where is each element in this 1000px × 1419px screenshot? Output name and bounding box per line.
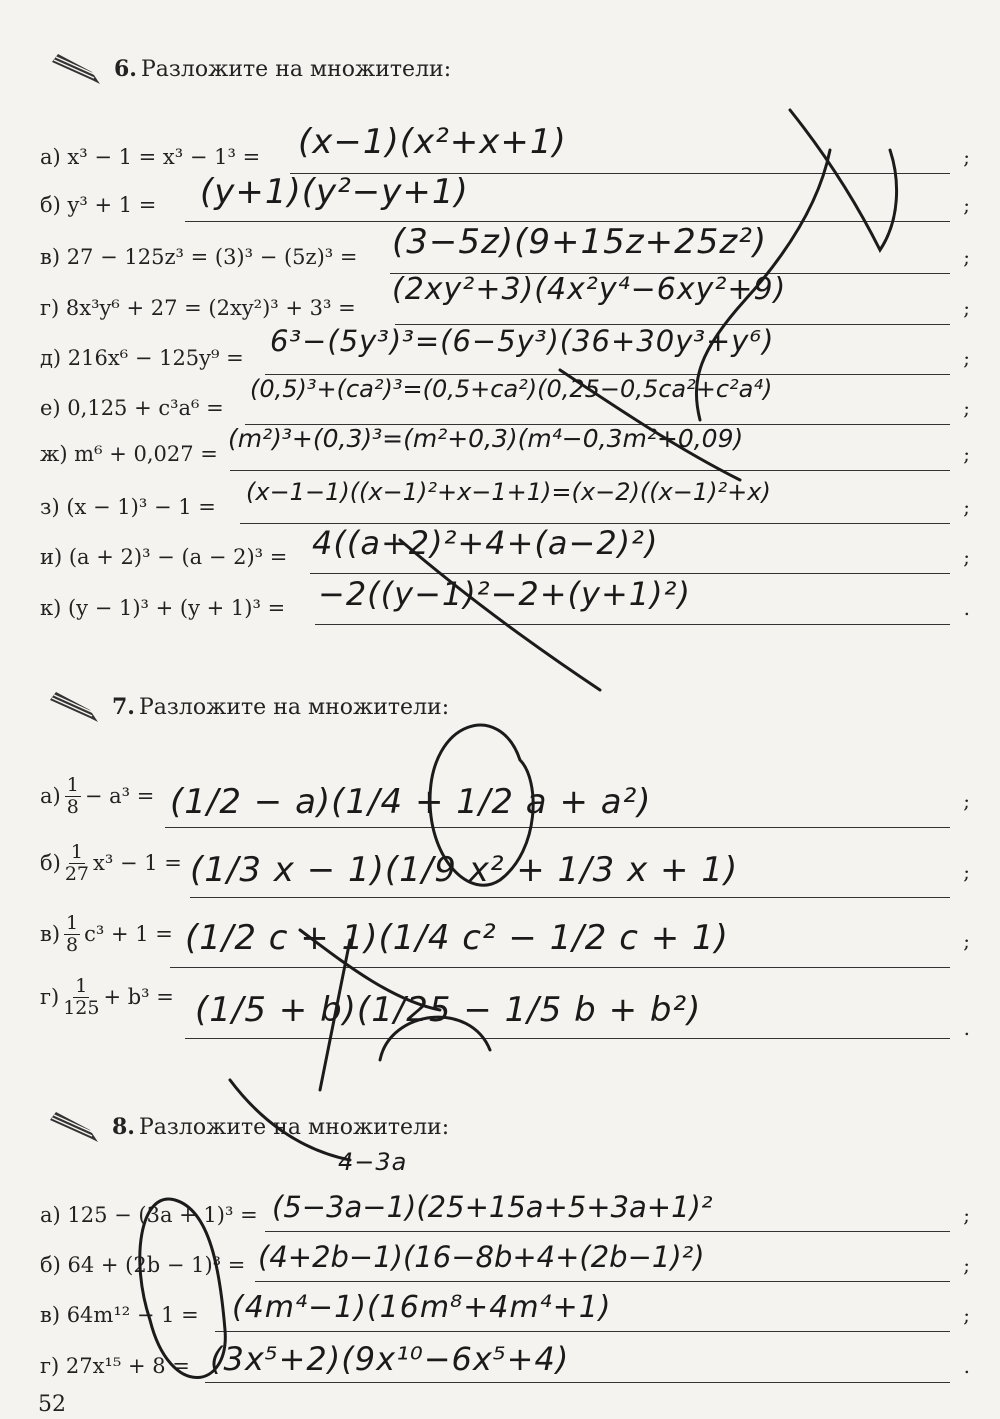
task6-answer-b: (y+1)(y²−y+1) bbox=[200, 172, 469, 212]
task6-answer-d: (2xy²+3)(4x²y⁴−6xy²+9) bbox=[392, 272, 787, 307]
task7-answer-c: (1/2 c + 1)(1/4 c² − 1/2 c + 1) bbox=[185, 918, 729, 958]
task7-title: Разложите на множители: bbox=[138, 694, 450, 720]
task6-number: 6. bbox=[114, 56, 137, 82]
task7-answer-b: (1/3 x − 1)(1/9 x² + 1/3 x + 1) bbox=[190, 850, 739, 890]
pencil-icon bbox=[46, 690, 104, 724]
task6-answer-j: −2((y−1)²−2+(y+1)²) bbox=[318, 575, 691, 613]
task7-number: 7. bbox=[112, 694, 135, 720]
task6-answer-i: 4((a+2)²+4+(a−2)²) bbox=[312, 524, 659, 562]
pencil-icon bbox=[48, 52, 106, 86]
strike-stroke bbox=[400, 540, 600, 690]
task6-answer-f: (0,5)³+(ca²)³=(0,5+ca²)(0,25−0,5ca²+c²a⁴) bbox=[250, 375, 773, 403]
task6-answer-a: (x−1)(x²+x+1) bbox=[298, 122, 567, 162]
task8-note: 4−3a bbox=[338, 1148, 408, 1176]
task7-answer-d: (1/5 + b)(1/25 − 1/5 b + b²) bbox=[195, 990, 702, 1030]
task6-answer-h: (x−1−1)((x−1)²+x−1+1)=(x−2)((x−1)²+x) bbox=[246, 478, 771, 506]
task8-answer-a: (5−3a−1)(25+15a+5+3a+1)² bbox=[272, 1190, 713, 1224]
task8-answer-d: (3x⁵+2)(9x¹⁰−6x⁵+4) bbox=[210, 1340, 570, 1378]
task8-title: Разложите на множители: bbox=[138, 1114, 450, 1140]
task6-answer-g: (m²)³+(0,3)³=(m²+0,3)(m⁴−0,3m²+0,09) bbox=[228, 424, 744, 453]
task8-answer-b: (4+2b−1)(16−8b+4+(2b−1)²) bbox=[258, 1240, 705, 1274]
task8-header bbox=[46, 1110, 449, 1144]
check-mark-stroke bbox=[790, 110, 897, 250]
task7-header bbox=[46, 690, 449, 724]
task8-answer-c: (4m⁴−1)(16m⁸+4m⁴+1) bbox=[232, 1290, 612, 1325]
task6-answer-e: 6³−(5y³)³=(6−5y³)(36+30y³+y⁶) bbox=[270, 324, 775, 358]
pencil-icon bbox=[46, 1110, 104, 1144]
task8-number: 8. bbox=[112, 1114, 135, 1140]
page-number: 52 bbox=[38, 1392, 66, 1417]
task7-answer-a: (1/2 − a)(1/4 + 1/2 a + a²) bbox=[170, 782, 652, 822]
workbook-page: 6. Разложите на множители: а) x³ − 1 = x³ − 1³ = ; (x−1)(x²+x+1) б) y³ + 1 = ; (y+1)(y²−y+1) в) 27 − 125z³ = (3)³ − (5z)³ = ; (3−5z)(9+15z+25z²) г) 8x³y⁶ + 27 = (2xy²)³ + 3³ = ; (2xy²+3)(4x²y⁴−6xy²+9) д) 216x⁶ − 125y⁹ = ; 6³−(5y³)³=(6−5y³)(36+30y³+y⁶) е) 0,125 + c³a⁶ = ; (0,5)³+(ca²)³=(0,5+ca²)(0,25−0,5ca²+c²a⁴) ж) m⁶ + 0,027 = ; (m²)³+(0,3)³=(m²+0,3)(m⁴−0,3m²+0,09) з) (x − 1)³ − 1 = ; (x−1−1)((x−1)²+x−1+1)=(x−2)((x−1)²+x) и) (a + 2)³ − (a − 2)³ = ; 4((a+2)²+4+(a−2)²) к) (y − 1)³ + (y + 1)³ = . −2((y−1)²−2+(y+1)²) 7. Разложите на множители: а) $\frac{1}{8}$ − a³ = ; (1/2 − a)(1/4 + 1/2 a + a²) б) $\frac{1}{27}$ x³ − 1 = ; (1/3 x − 1)(1/9 x² + 1/3 x + 1) в) $\frac{1}{8}$ c³ + 1 = ; (1/2 c + 1)(1/4 c² − 1/2 c + 1) г) $\frac{1}{125}$ + b³ = . (1/5 + b)(1/25 − 1/5 b + b²) 8. Разложите на множители: 4−3a а) 125 − (3a + 1)³ = ; (5−3a−1)(25+15a+5+3a+1)² б) 64 + (2b − 1)³ = ; (4+2b−1)(16−8b+4+(2b−1)²) в) 64m¹² − 1 = ; (4m⁴−1)(16m⁸+4m⁴+1) г) 27x¹⁵ + 8 = . (3x⁵+2)(9x¹⁰−6x⁵+4) 52 bbox=[0, 0, 1000, 1419]
task6-title: Разложите на множители: bbox=[140, 56, 452, 82]
task6-answer-c: (3−5z)(9+15z+25z²) bbox=[392, 222, 768, 262]
task6-label-a: а) x³ − 1 = x³ − 1³ = bbox=[40, 145, 261, 169]
task6-header bbox=[48, 52, 451, 86]
